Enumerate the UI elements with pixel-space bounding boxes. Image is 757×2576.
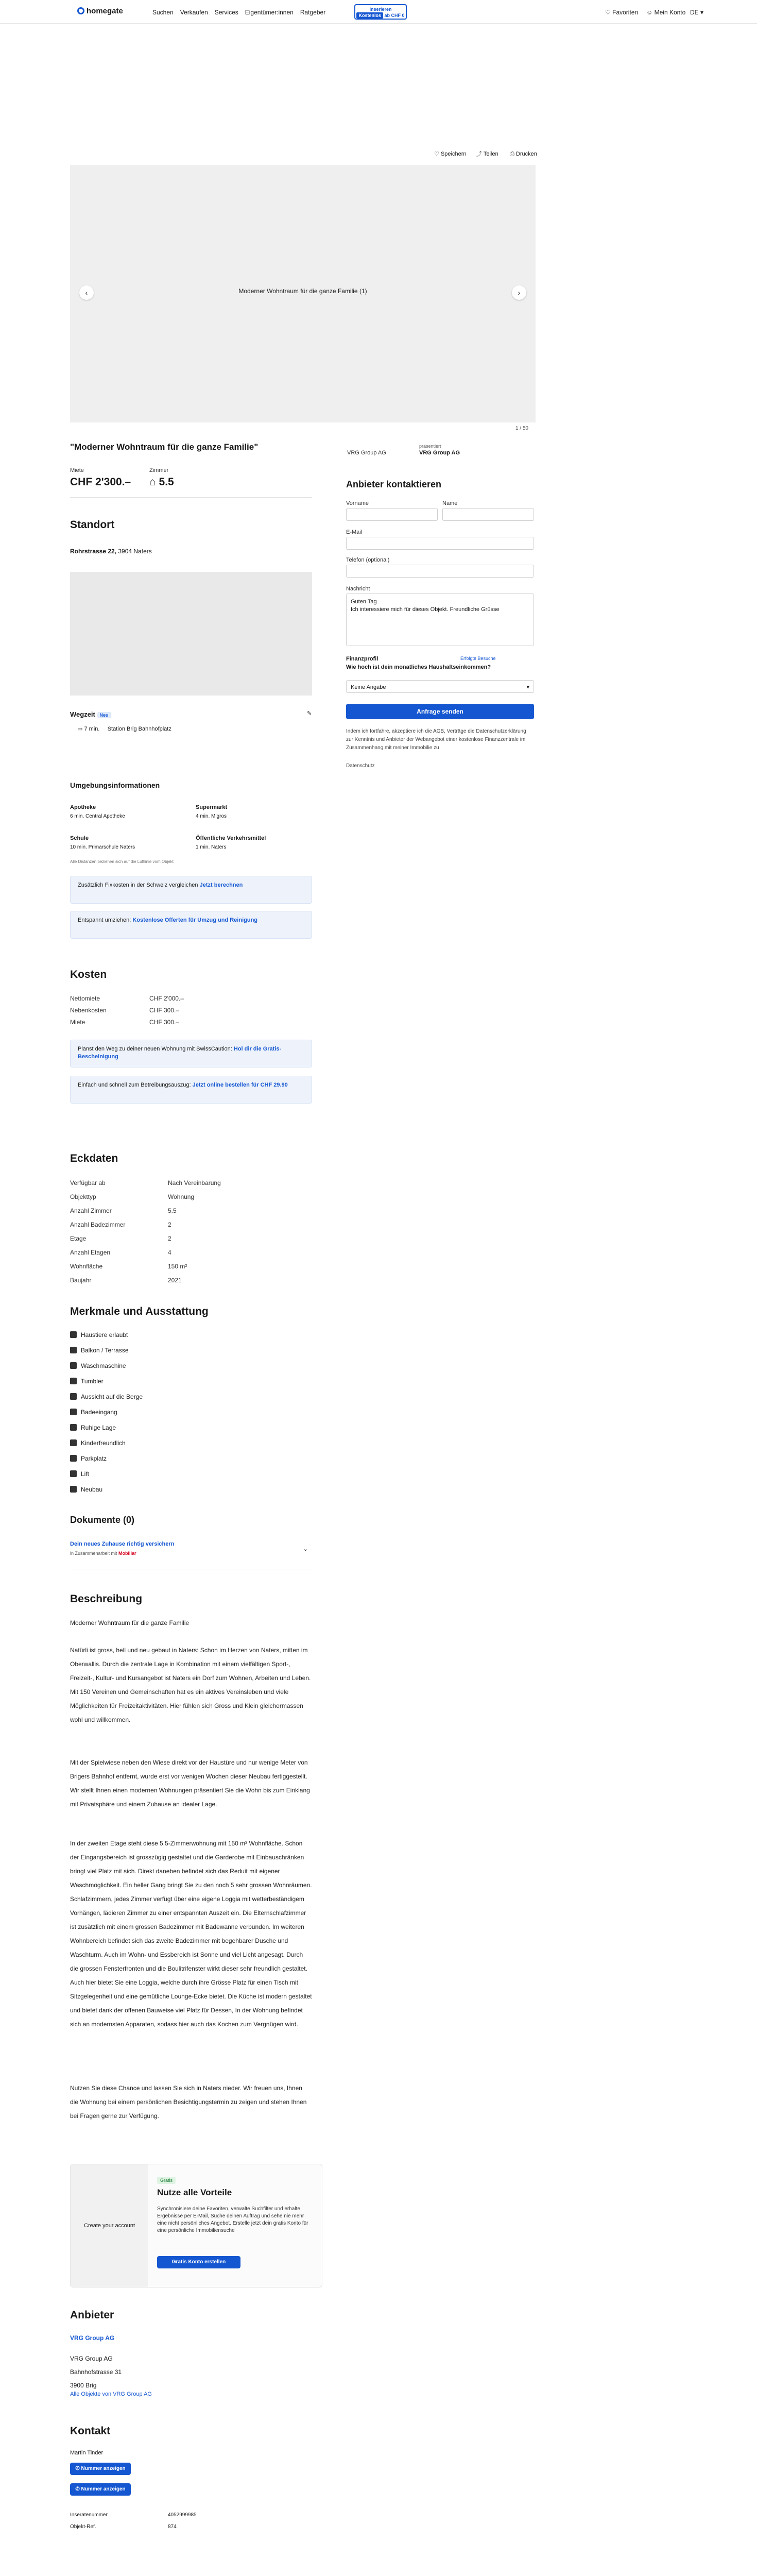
documents-heading: Dokumente (0): [70, 1515, 135, 1525]
chevron-down-icon: ⌄: [303, 1546, 308, 1552]
heart-icon: ♡: [605, 9, 611, 16]
homegate-logo[interactable]: homegate: [77, 6, 123, 16]
promo-title: Nutze alle Vorteile: [157, 2188, 232, 2197]
phone-label: Telefon (optional): [346, 557, 390, 563]
finance-badge: Erfolgte Besuche: [460, 656, 496, 661]
new-building-icon: [70, 1486, 77, 1493]
nav-link-search[interactable]: Suchen: [152, 9, 174, 16]
message-label: Nachricht: [346, 586, 370, 592]
mobiliar-logo: Mobiliar: [118, 1550, 136, 1556]
distance-note: Alle Distanzen beziehen sich auf die Luftlinie vom Objekt: [70, 859, 174, 864]
print-button[interactable]: ⎙ Drucken: [510, 151, 537, 157]
provider-line: Bahnhofstrasse 31: [70, 2368, 122, 2376]
feature-item: Tumbler: [70, 1377, 104, 1385]
train-icon: ▭: [77, 726, 83, 732]
nav-link-services[interactable]: Services: [214, 9, 238, 16]
transport-value: 1 min. Naters: [196, 844, 227, 850]
logo-icon: [77, 7, 84, 14]
facts-heading: Eckdaten: [70, 1153, 118, 1164]
promo-create-account: Create your account: [84, 2223, 135, 2229]
features-heading: Merkmale und Ausstattung: [70, 1306, 209, 1317]
pharmacy-value: 6 min. Central Apotheke: [70, 814, 125, 819]
user-icon: ☺: [646, 9, 653, 16]
agency-rep: VRG Group AG: [419, 450, 460, 456]
pet-icon: [70, 1331, 77, 1338]
costs-heading: Kosten: [70, 969, 107, 980]
supermarket-label: Supermarkt: [196, 804, 228, 810]
nav-link-guide[interactable]: Ratgeber: [300, 9, 326, 16]
supermarket-value: 4 min. Migros: [196, 814, 227, 819]
provider-line: VRG Group AG: [70, 2355, 113, 2362]
share-button[interactable]: ⤴ Teilen: [476, 151, 498, 157]
chevron-down-icon: ▾: [526, 684, 529, 690]
promo-badge: Gratis: [157, 2177, 176, 2184]
language-switch[interactable]: DE ▾: [690, 9, 704, 16]
provider-heading: Anbieter: [70, 2309, 114, 2321]
lastname-label: Name: [442, 500, 458, 506]
description-paragraph: In der zweiten Etage steht diese 5.5-Zimmerwohnung mit 150 m² Wohnfläche. Schon der Eingangsbereich ist grosszügig gestaltet und die Garderobe mit Einbauschränken bringt viel Platz mit sich. Direkt daneben befindet sich das Reduit mit eigener Waschmöglichkeit. Ein heller Gang bringt Sie zu den noch 5 sehr grossen Wohnräumen. Schlafzimmern, jedes Zimmer verfügt über eine eigene Loggia mit wetterbeständigem Vorhängen, lädieren Zimmer zu einer entspannten Auszeit ein. Die Elternschlafzimmer ist zusätzlich mit einem grossen Badezimmer mit Badewanne verbunden. Im weiteren Wohnbereich befindet sich das zweite Badezimmer mit begehbarer Dusche und Waschturm. Auch im Wohn- und Essbereich ist Sonne und viel Licht angesagt. Durch die grossen Fensterfronten und die Boulitrifenster wirkt dieser sehr freundlich gestaltet. Auch hier bietet Sie eine Loggia, welche durch ihre Grösse Platz für einen Tisch mit Sitzgelegenheit und eine gemütliche Lounge-Ecke bietet. Die Küche ist modern gestaltet und bietet dank der offenen Bauweise viel Platz für Dessen, In der Wohnung befindet sich an modernsten Apparaten, sodass hier auch das Kochen zum Vergnügen wird.: [70, 1840, 312, 2028]
object-ref: 874: [168, 2524, 177, 2530]
washing-machine-icon: [70, 1362, 77, 1369]
feature-item: Badeeingang: [70, 1408, 117, 1416]
listing-title: "Moderner Wohntraum für die ganze Familie": [70, 442, 259, 452]
description-paragraph: Nutzen Sie diese Chance und lassen Sie sich in Naters nieder. Wir freuen uns, Ihnen die Wohnung bei einem persönlichen Besichtigungstermin zu zeigen und stehen Ihnen bei Fragen gerne zur Verfügung.: [70, 2084, 307, 2120]
door-icon: ⌂: [149, 476, 156, 488]
print-icon: ⎙: [510, 151, 514, 157]
moving-tip[interactable]: Entspannt umziehen: Kostenlose Offerten für Umzug und Reinigung: [70, 911, 312, 939]
fixcost-tip[interactable]: Zusätzlich Fixkosten in der Schweiz vergleichen Jetzt berechnen: [70, 876, 312, 904]
listing-number-label: Inseratenummer: [70, 2512, 108, 2518]
parking-icon: [70, 1455, 77, 1462]
save-button[interactable]: ♡ Speichern: [434, 151, 467, 157]
balcony-icon: [70, 1347, 77, 1353]
address: Rohrstrasse 22, 3904 Naters: [70, 548, 152, 555]
feature-item: Aussicht auf die Berge: [70, 1393, 143, 1401]
lastname-input[interactable]: [442, 508, 534, 521]
child-icon: [70, 1439, 77, 1446]
firstname-label: Vorname: [346, 500, 369, 506]
account-promo: [70, 2164, 322, 2287]
location-heading: Standort: [70, 519, 115, 531]
description-paragraph: Natürli ist gross, hell und neu gebaut in Naters: Schon im Herzen von Naters, mitten im Oberwallis. Durch die zentrale Lage in Kombination mit einem vielfältigen Sport-, Freizeit-, Kultur- und Kursangebot ist Naters ein Dorf zum Wohnen, Arbeiten und Leben. Mit 150 Vereinen und Gemeinschaften hat es ein aktives Vereinsleben und viele Möglichkeiten für Freizeitaktivitäten. Hier fühlen sich Gross und Klein gleichermassen wohl und willkommen.: [70, 1647, 311, 1723]
share-icon: ⤴: [476, 151, 482, 157]
phone-icon: ✆: [75, 2466, 80, 2471]
advertise-button[interactable]: Inserieren Kostenlos ab CHF 0: [354, 4, 407, 20]
feature-item: Kinderfreundlich: [70, 1439, 126, 1447]
gallery-next-button[interactable]: [512, 285, 526, 300]
contact-form-title: Anbieter kontaktieren: [346, 479, 442, 489]
top-navigation: [0, 0, 757, 24]
message-textarea[interactable]: Guten Tag Ich interessiere mich für dieses Objekt. Freundliche Grüsse: [346, 594, 534, 646]
show-number-button[interactable]: ✆ Nummer anzeigen: [70, 2463, 131, 2475]
feature-item: Haustiere erlaubt: [70, 1331, 128, 1339]
insurance-promo[interactable]: Dein neues Zuhause richtig versichern in Zusammenarbeit mit Mobiliar ⌄: [70, 1540, 312, 1569]
mountain-icon: [70, 1393, 77, 1400]
description-intro: Moderner Wohntraum für die ganze Familie: [70, 1619, 190, 1626]
image-caption: Moderner Wohntraum für die ganze Familie (1): [238, 287, 367, 295]
all-listings-link[interactable]: Alle Objekte von VRG Group AG: [70, 2391, 152, 2397]
image-gallery[interactable]: [70, 165, 536, 431]
object-ref-label: Objekt-Ref.: [70, 2524, 96, 2530]
nav-link-sell[interactable]: Verkaufen: [180, 9, 208, 16]
school-label: Schule: [70, 835, 89, 841]
email-label: E-Mail: [346, 529, 363, 535]
nav-link-owners[interactable]: Eigentümer:innen: [245, 9, 294, 16]
chevron-right-icon: ›: [518, 289, 521, 297]
feature-item: Parkplatz: [70, 1454, 107, 1463]
contact-heading: Kontakt: [70, 2425, 111, 2437]
debt-extract-box[interactable]: Einfach und schnell zum Betreibungsauszug: Jetzt online bestellen für CHF 29.90: [70, 1076, 312, 1104]
rent-label: Miete: [70, 467, 84, 473]
new-badge: Neu: [97, 712, 111, 718]
free-badge: Kostenlos: [356, 12, 383, 19]
feature-item: Neubau: [70, 1485, 102, 1494]
listing-number: 4052999985: [168, 2512, 197, 2518]
income-question: Wie hoch ist dein monatliches Haushaltseinkommen?: [346, 664, 491, 670]
description-paragraph: Mit der Spielwiese neben den Wiese direkt vor der Haustüre und nur wenige Meter von Brigers Bahnhof entfernt, wurde erst vor wenigen Wochen dieser Neubau fertiggestellt. Wir stellt Ihnen einen modernen Wohnungen präsentiert Sie die Wohn bis zum Einklang mit Privatsphäre und einem Zuhause an idealer Lage.: [70, 1759, 310, 1808]
edit-icon[interactable]: ✎: [307, 710, 312, 717]
show-number-button[interactable]: ✆ Nummer anzeigen: [70, 2483, 131, 2496]
commute-info: ▭ 7 min. Station Brig Bahnhofplatz: [77, 726, 171, 732]
main-menu: [152, 8, 332, 16]
contact-person: Martin Tinder: [70, 2450, 104, 2456]
dryer-icon: [70, 1378, 77, 1384]
divider: [70, 497, 312, 498]
transport-label: Öffentliche Verkehrsmittel: [196, 835, 266, 841]
email-field[interactable]: [346, 537, 534, 550]
environment-heading: Umgebungsinformationen: [70, 781, 160, 789]
quiet-icon: [70, 1424, 77, 1431]
agency-name: VRG Group AG: [347, 450, 386, 456]
swisscaution-box[interactable]: Planst den Weg zu deiner neuen Wohnung mit SwissCaution: Hol dir die Gratis-Bescheinigung: [70, 1040, 312, 1067]
favorites-link[interactable]: ♡ Favoriten: [605, 9, 639, 16]
phone-field[interactable]: [346, 565, 534, 578]
provider-line: 3900 Brig: [70, 2382, 97, 2389]
gallery-prev-button[interactable]: [79, 285, 94, 300]
school-value: 10 min. Primarschule Naters: [70, 844, 135, 850]
rooms-label: Zimmer: [149, 467, 169, 473]
chevron-left-icon: ‹: [85, 289, 88, 297]
feature-item: Lift: [70, 1470, 89, 1478]
description-heading: Beschreibung: [70, 1593, 143, 1605]
bath-icon: [70, 1409, 77, 1415]
provider-name-link[interactable]: VRG Group AG: [70, 2334, 115, 2342]
commute-title: Wegzeit Neu: [70, 710, 111, 719]
send-inquiry-button[interactable]: Anfrage senden: [346, 704, 534, 719]
promo-text: Synchronisiere deine Favoriten, verwalte Suchfilter und erhalte Ergebnisse per E-Mail, Suche deinen Auftrag und sehe nie mehr eine nicht persönliches Angebot. Erstelle jetzt dein gratis Konto für eine persönliche Immobiliensuche: [157, 2206, 308, 2233]
phone-icon: ✆: [75, 2486, 80, 2492]
pharmacy-label: Apotheke: [70, 804, 96, 810]
agency-rep-label: präsentiert: [419, 444, 441, 449]
firstname-input[interactable]: [346, 508, 438, 521]
finance-label: Finanzprofil: [346, 656, 378, 662]
elevator-icon: [70, 1470, 77, 1477]
rooms-value: ⌂ 5.5: [149, 476, 174, 488]
create-account-button[interactable]: Gratis Konto erstellen: [157, 2256, 240, 2268]
feature-item: Balkon / Terrasse: [70, 1346, 129, 1354]
income-select[interactable]: Keine Angabe ▾: [346, 680, 534, 693]
feature-item: Ruhige Lage: [70, 1423, 116, 1432]
location-map[interactable]: [70, 572, 312, 696]
privacy-link[interactable]: Datenschutz: [346, 763, 375, 769]
image-counter: 1 / 50: [515, 425, 528, 431]
account-link[interactable]: ☺ Mein Konto: [646, 9, 686, 16]
heart-icon: ♡: [434, 151, 439, 157]
contact-form: [342, 474, 537, 922]
feature-item: Waschmaschine: [70, 1362, 126, 1370]
form-disclaimer: Indem ich fortfahre, akzeptiere ich die AGB, Verträge die Datenschutzerklärung zur Kenntnis und Anbieter der Webangebot einer kostenlose Finanzzentrale im Zusammenhang mit meiner Immobilie zu: [346, 728, 526, 751]
rent-value: CHF 2'300.–: [70, 476, 131, 488]
